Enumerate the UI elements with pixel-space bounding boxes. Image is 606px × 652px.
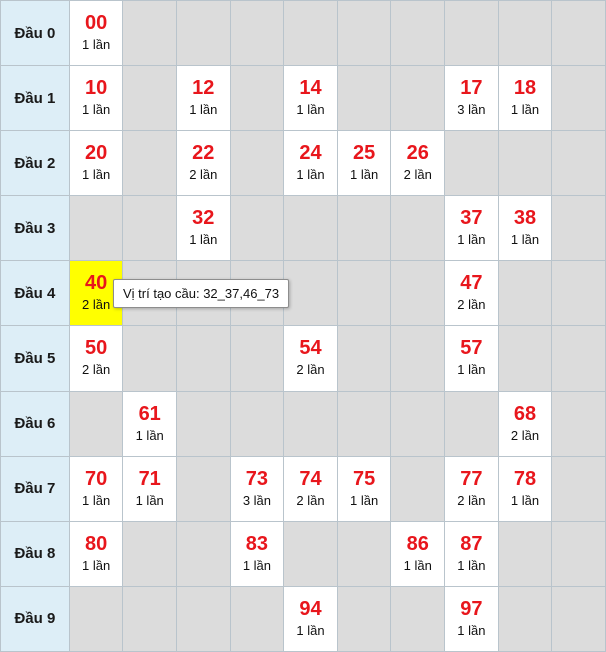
cell-number: 17 <box>460 77 483 100</box>
tooltip <box>113 279 289 308</box>
empty-cell <box>445 391 499 456</box>
empty-cell <box>552 1 606 66</box>
empty-cell <box>284 521 338 586</box>
cell-number: 97 <box>460 597 483 620</box>
empty-cell <box>498 261 552 326</box>
empty-cell <box>284 391 338 456</box>
empty-cell <box>391 586 445 651</box>
row-header-3: Đầu 3 <box>1 196 70 261</box>
table-row <box>1 456 606 521</box>
number-cell[interactable] <box>69 131 123 196</box>
table-row <box>1 391 606 456</box>
cell-number: 20 <box>84 142 108 165</box>
cell-number: 40 <box>84 272 108 295</box>
number-cell[interactable] <box>284 131 338 196</box>
number-cell[interactable] <box>284 66 338 131</box>
empty-cell <box>337 261 391 326</box>
empty-cell <box>123 521 177 586</box>
empty-cell <box>123 196 177 261</box>
cell-count: 1 lần <box>242 557 272 573</box>
number-cell[interactable] <box>445 66 499 131</box>
table-row <box>1 521 606 586</box>
empty-cell <box>230 131 284 196</box>
cell-number: 86 <box>406 532 429 555</box>
row-header-2: Đầu 2 <box>1 131 70 196</box>
cell-count: 1 lần <box>135 492 164 508</box>
number-cell[interactable] <box>445 586 499 651</box>
empty-cell <box>552 391 606 456</box>
number-cell[interactable] <box>230 456 284 521</box>
cell-count: 1 lần <box>510 492 540 508</box>
number-cell[interactable] <box>391 131 445 196</box>
cell-count: 1 lần <box>510 102 540 118</box>
cell-count: 2 lần <box>403 167 432 183</box>
table-row <box>1 586 606 651</box>
cell-number: 32 <box>192 207 215 230</box>
empty-cell <box>552 131 606 196</box>
cell-number: 57 <box>460 337 483 360</box>
number-cell[interactable] <box>284 586 338 651</box>
empty-cell <box>123 1 177 66</box>
cell-count: 2 lần <box>457 492 486 508</box>
empty-cell <box>230 66 284 131</box>
cell-count: 1 lần <box>457 362 486 378</box>
cell-count: 1 lần <box>457 622 486 638</box>
empty-cell <box>284 196 338 261</box>
row-header-9: Đầu 9 <box>1 586 70 651</box>
empty-cell <box>177 391 231 456</box>
number-cell[interactable] <box>69 326 123 391</box>
empty-cell <box>230 196 284 261</box>
number-cell[interactable] <box>177 196 231 261</box>
row-header-6: Đầu 6 <box>1 391 70 456</box>
empty-cell <box>391 261 445 326</box>
empty-cell <box>498 131 552 196</box>
number-cell[interactable] <box>445 326 499 391</box>
empty-cell <box>337 521 391 586</box>
cell-count: 1 lần <box>81 36 111 52</box>
empty-cell <box>69 586 123 651</box>
number-cell[interactable] <box>498 196 552 261</box>
cell-count: 2 lần <box>189 167 218 183</box>
cell-number: 87 <box>460 532 483 555</box>
empty-cell <box>552 196 606 261</box>
empty-cell <box>445 131 499 196</box>
cell-count: 3 lần <box>457 102 486 118</box>
empty-cell <box>391 391 445 456</box>
cell-count: 1 lần <box>81 492 111 508</box>
empty-cell <box>337 586 391 651</box>
cell-number: 26 <box>406 142 429 165</box>
row-header-7: Đầu 7 <box>1 456 70 521</box>
cell-number: 37 <box>460 207 483 230</box>
cell-number: 24 <box>299 142 322 165</box>
cell-count: 1 lần <box>457 232 486 248</box>
empty-cell <box>552 586 606 651</box>
cell-number: 38 <box>513 207 537 230</box>
cell-number: 61 <box>138 402 161 425</box>
tooltip-text: Vị trí tạo cầu: 32_37,46_73 <box>123 286 280 301</box>
empty-cell <box>552 261 606 326</box>
number-cell[interactable] <box>284 326 338 391</box>
cell-number: 83 <box>245 532 269 555</box>
number-cell[interactable] <box>337 131 391 196</box>
number-cell[interactable] <box>123 391 177 456</box>
table-row <box>1 326 606 391</box>
table-row <box>1 196 606 261</box>
cell-count: 1 lần <box>189 232 218 248</box>
cell-number: 54 <box>299 337 322 360</box>
cell-number: 77 <box>460 467 483 490</box>
cell-number: 22 <box>192 142 215 165</box>
cell-number: 14 <box>299 77 322 100</box>
cell-number: 25 <box>353 142 376 165</box>
empty-cell <box>177 521 231 586</box>
cell-number: 70 <box>84 467 108 490</box>
empty-cell <box>230 391 284 456</box>
empty-cell <box>177 586 231 651</box>
number-cell[interactable] <box>498 456 552 521</box>
empty-cell <box>498 326 552 391</box>
number-cell[interactable] <box>445 456 499 521</box>
cell-count: 1 lần <box>135 427 164 443</box>
cell-count: 1 lần <box>403 557 432 573</box>
cell-count: 2 lần <box>296 492 325 508</box>
cell-number: 10 <box>84 77 108 100</box>
empty-cell <box>230 586 284 651</box>
cell-count: 1 lần <box>457 557 486 573</box>
number-cell[interactable] <box>498 66 552 131</box>
cell-number: 71 <box>138 467 161 490</box>
cell-count: 2 lần <box>81 297 111 313</box>
cell-count: 2 lần <box>510 427 540 443</box>
empty-cell <box>391 326 445 391</box>
empty-cell <box>445 1 499 66</box>
empty-cell <box>230 1 284 66</box>
cell-number: 00 <box>84 11 108 34</box>
number-cell[interactable] <box>230 521 284 586</box>
empty-cell <box>69 196 123 261</box>
cell-count: 1 lần <box>81 167 111 183</box>
empty-cell <box>177 1 231 66</box>
empty-cell <box>177 326 231 391</box>
cell-count: 2 lần <box>457 297 486 313</box>
empty-cell <box>284 1 338 66</box>
number-cell[interactable] <box>337 456 391 521</box>
cell-count: 1 lần <box>296 622 325 638</box>
cell-number: 12 <box>192 77 215 100</box>
cell-count: 1 lần <box>350 167 379 183</box>
row-header-4: Đầu 4 <box>1 261 70 326</box>
number-cell[interactable] <box>284 456 338 521</box>
number-cell[interactable] <box>69 456 123 521</box>
empty-cell <box>123 586 177 651</box>
row-header-0: Đầu 0 <box>1 1 70 66</box>
row-header-8: Đầu 8 <box>1 521 70 586</box>
number-cell[interactable] <box>391 521 445 586</box>
cell-count: 2 lần <box>81 362 111 378</box>
cell-count: 1 lần <box>81 557 111 573</box>
empty-cell <box>552 456 606 521</box>
empty-cell <box>552 521 606 586</box>
empty-cell <box>69 391 123 456</box>
empty-cell <box>498 1 552 66</box>
empty-cell <box>337 1 391 66</box>
empty-cell <box>337 391 391 456</box>
table-row <box>1 66 606 131</box>
empty-cell <box>391 66 445 131</box>
empty-cell <box>123 131 177 196</box>
empty-cell <box>123 66 177 131</box>
number-cell[interactable] <box>445 261 499 326</box>
number-cell[interactable] <box>177 66 231 131</box>
row-header-1: Đầu 1 <box>1 66 70 131</box>
cell-number: 73 <box>245 467 269 490</box>
empty-cell <box>498 521 552 586</box>
cell-number: 50 <box>84 337 108 360</box>
empty-cell <box>123 326 177 391</box>
cell-number: 18 <box>513 77 537 100</box>
table-row <box>1 1 606 66</box>
number-cell[interactable] <box>69 66 123 131</box>
number-cell[interactable] <box>123 456 177 521</box>
number-cell[interactable] <box>177 131 231 196</box>
cell-count: 1 lần <box>189 102 218 118</box>
empty-cell <box>391 456 445 521</box>
empty-cell <box>552 326 606 391</box>
table-row <box>1 261 606 326</box>
empty-cell <box>391 1 445 66</box>
cell-number: 47 <box>460 272 483 295</box>
cell-count: 1 lần <box>510 232 540 248</box>
empty-cell <box>177 456 231 521</box>
empty-cell <box>284 261 338 326</box>
cell-count: 2 lần <box>296 362 325 378</box>
cell-number: 78 <box>513 467 537 490</box>
empty-cell <box>337 66 391 131</box>
empty-cell <box>552 66 606 131</box>
cell-count: 1 lần <box>350 492 379 508</box>
number-cell[interactable] <box>445 521 499 586</box>
number-cell[interactable] <box>69 521 123 586</box>
cell-number: 68 <box>513 402 537 425</box>
cell-count: 3 lần <box>242 492 272 508</box>
number-cell[interactable] <box>498 391 552 456</box>
empty-cell <box>337 326 391 391</box>
cell-number: 80 <box>84 532 108 555</box>
number-cell[interactable] <box>69 1 123 66</box>
empty-cell <box>391 196 445 261</box>
empty-cell <box>230 326 284 391</box>
table-body <box>1 1 606 652</box>
table-row <box>1 131 606 196</box>
cell-count: 1 lần <box>296 167 325 183</box>
cell-count: 1 lần <box>296 102 325 118</box>
cell-number: 74 <box>299 467 322 490</box>
cell-number: 94 <box>299 597 322 620</box>
cell-count: 1 lần <box>81 102 111 118</box>
number-cell[interactable] <box>445 196 499 261</box>
cell-number: 75 <box>353 467 376 490</box>
empty-cell <box>337 196 391 261</box>
row-header-5: Đầu 5 <box>1 326 70 391</box>
empty-cell <box>498 586 552 651</box>
